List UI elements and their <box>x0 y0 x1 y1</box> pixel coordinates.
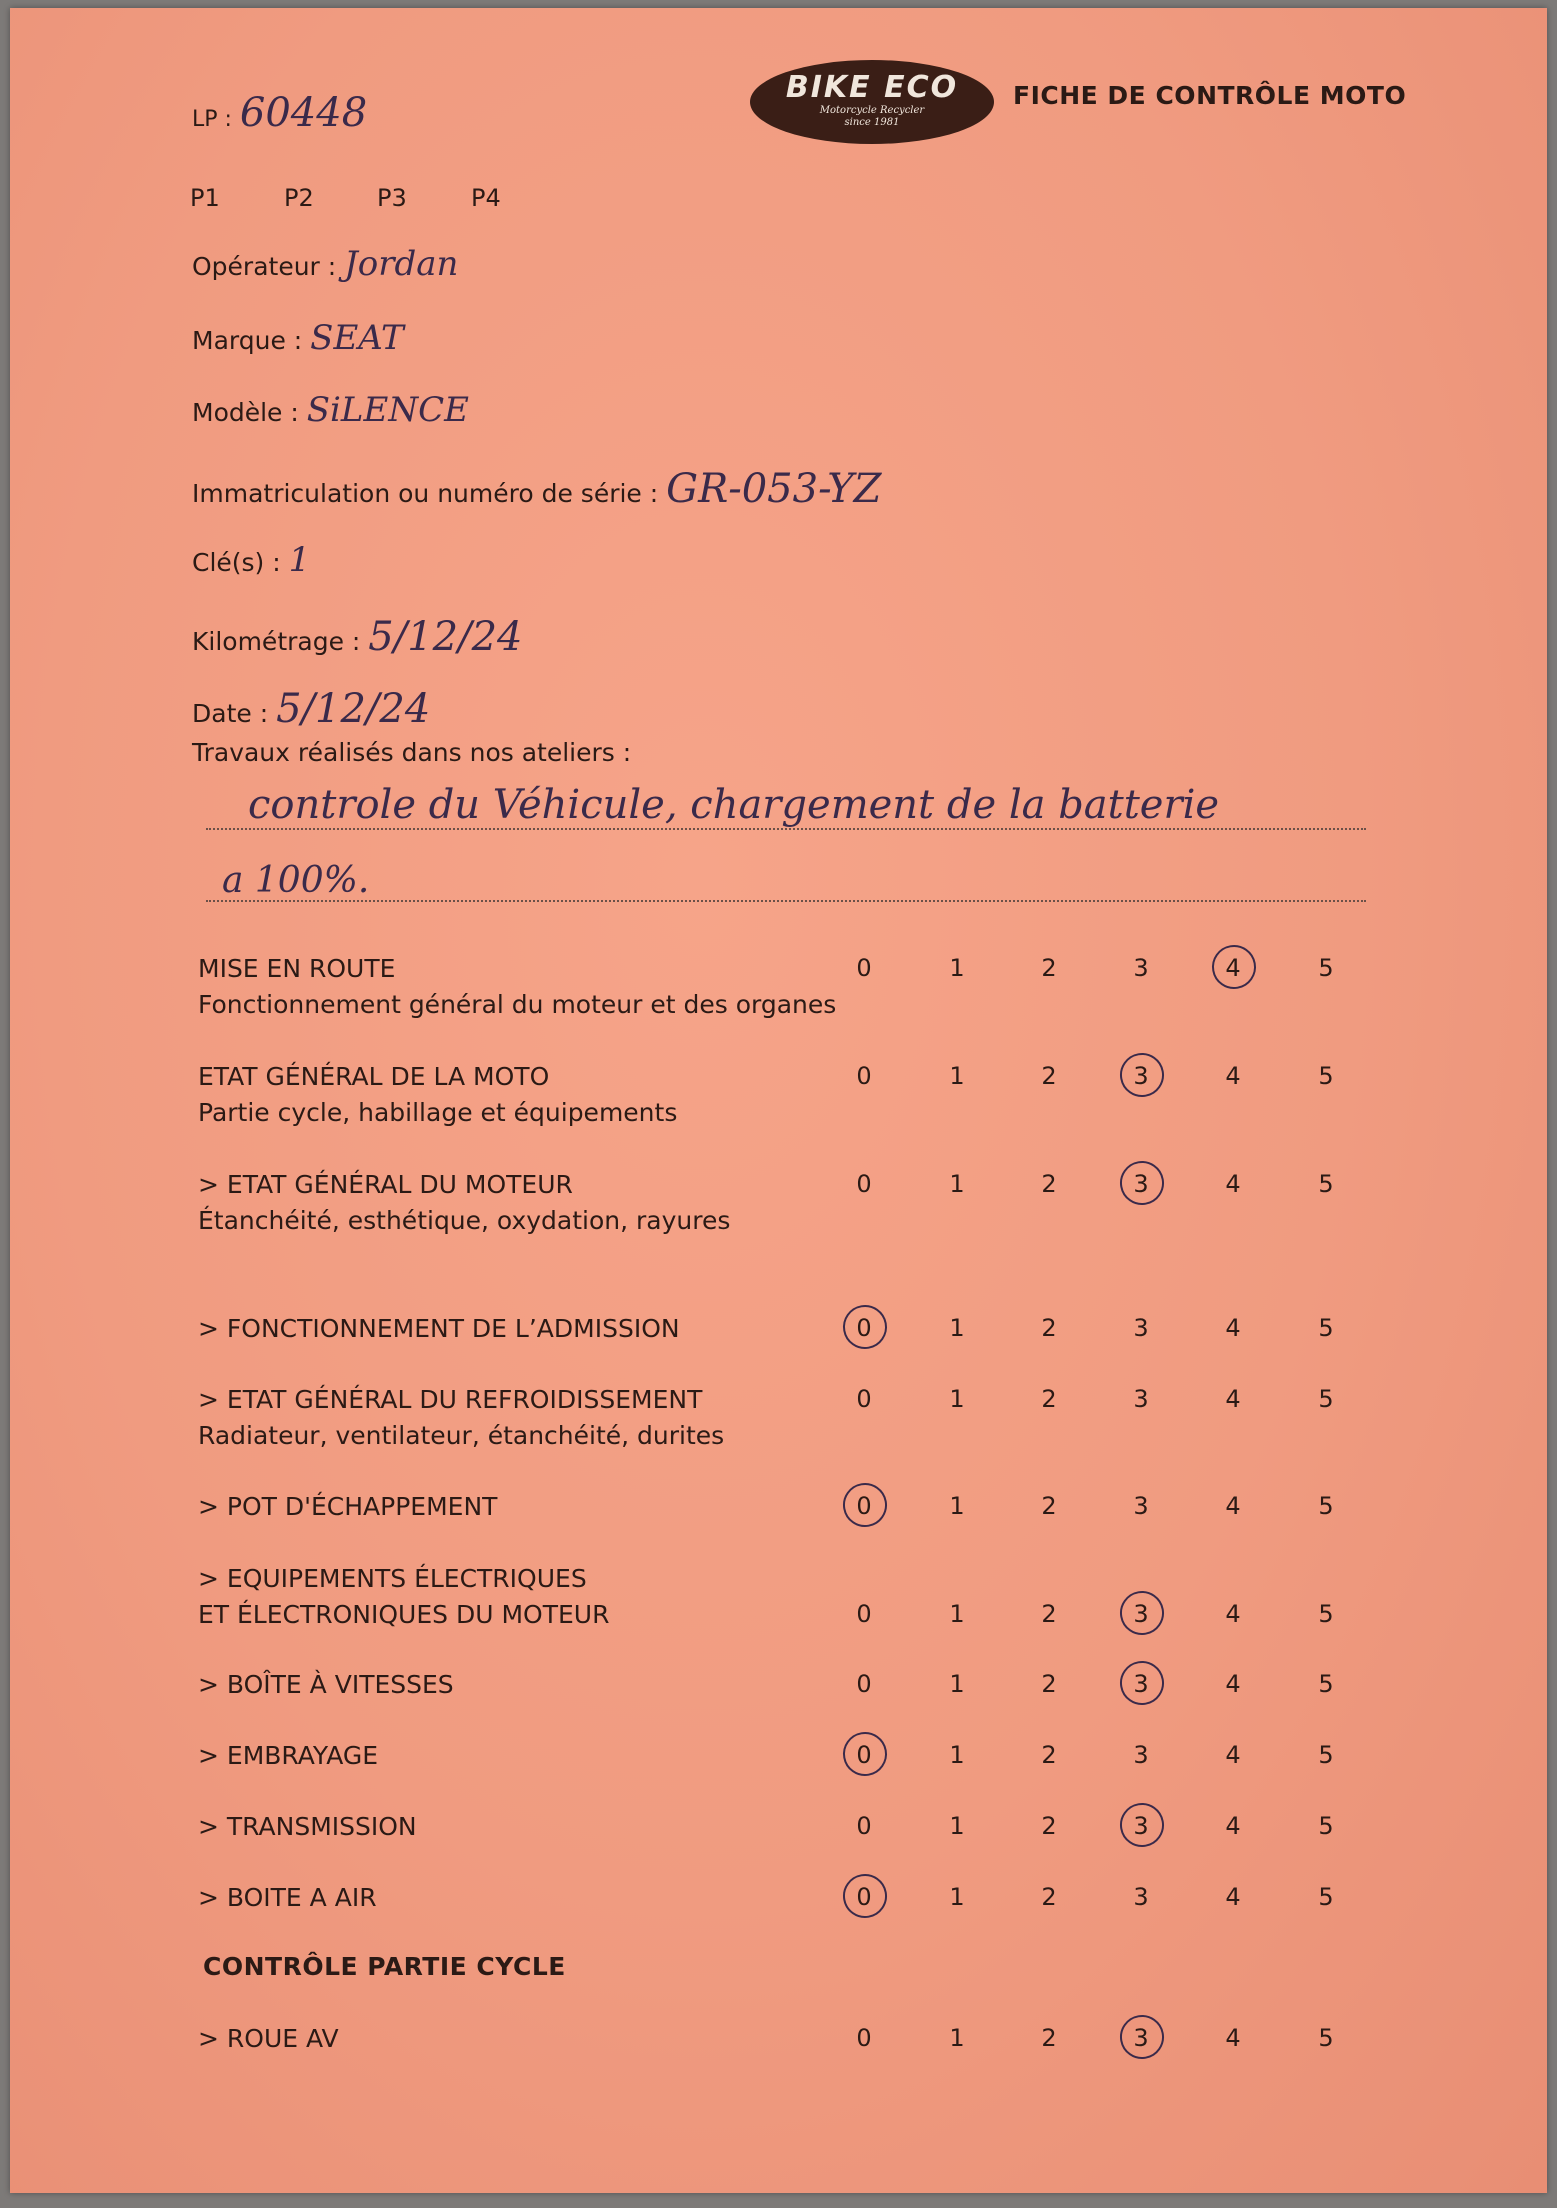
score-option[interactable]: 1 <box>949 1600 965 1628</box>
date-label: Date : <box>192 699 269 728</box>
score-option[interactable]: 1 <box>949 1385 965 1413</box>
lp-label: LP : <box>192 107 232 132</box>
score-option-selected[interactable]: 3 <box>1116 1062 1166 1090</box>
cles-field <box>192 540 310 580</box>
logo-tagline-2: since 1981 <box>844 117 900 128</box>
score-option[interactable]: 5 <box>1318 1741 1334 1769</box>
score-option[interactable]: 5 <box>1318 1170 1334 1198</box>
rating-subtitle: Étanchéité, esthétique, oxydation, rayures <box>198 1206 731 1235</box>
date-value[interactable]: 5/12/24 <box>276 686 431 732</box>
score-option[interactable]: 3 <box>1133 1492 1149 1520</box>
priority-p4[interactable]: P4 <box>471 184 501 212</box>
rating-title: > EQUIPEMENTS ÉLECTRIQUES <box>198 1564 587 1593</box>
score-option[interactable]: 1 <box>949 1314 965 1342</box>
priority-p3[interactable]: P3 <box>377 184 407 212</box>
cles-value[interactable]: 1 <box>288 540 311 580</box>
rating-title: > ETAT GÉNÉRAL DU MOTEUR <box>198 1170 573 1199</box>
logo-text: BIKE ECO <box>785 70 959 105</box>
score-option[interactable]: 1 <box>949 1741 965 1769</box>
score-option[interactable]: 2 <box>1041 1170 1057 1198</box>
score-option[interactable]: 5 <box>1318 1812 1334 1840</box>
score-option[interactable]: 0 <box>856 1600 872 1628</box>
rating-subtitle: Radiateur, ventilateur, étanchéité, durites <box>198 1421 725 1450</box>
score-option[interactable]: 1 <box>949 1170 965 1198</box>
score-option-selected[interactable]: 3 <box>1116 1812 1166 1840</box>
score-option[interactable]: 3 <box>1133 1741 1149 1769</box>
score-option[interactable]: 0 <box>856 2024 872 2052</box>
works-label: Travaux réalisés dans nos ateliers : <box>192 738 632 767</box>
rating-title: > ETAT GÉNÉRAL DU REFROIDISSEMENT <box>198 1385 703 1414</box>
score-option[interactable]: 1 <box>949 954 965 982</box>
score-option-selected[interactable]: 3 <box>1116 1670 1166 1698</box>
score-option[interactable]: 1 <box>949 1883 965 1911</box>
date-field <box>192 686 430 732</box>
priority-p2[interactable]: P2 <box>284 184 314 212</box>
score-option[interactable]: 2 <box>1041 1670 1057 1698</box>
score-option[interactable]: 4 <box>1225 1492 1241 1520</box>
score-option-selected[interactable]: 3 <box>1116 1170 1166 1198</box>
score-option-selected[interactable]: 0 <box>839 1314 889 1342</box>
score-option[interactable]: 2 <box>1041 1385 1057 1413</box>
score-option[interactable]: 1 <box>949 1492 965 1520</box>
control-sheet <box>10 8 1547 2193</box>
score-option[interactable]: 0 <box>856 1385 872 1413</box>
section-partie-cycle-title: CONTRÔLE PARTIE CYCLE <box>203 1952 566 1981</box>
score-option-selected[interactable]: 0 <box>839 1741 889 1769</box>
marque-label: Marque : <box>192 326 303 355</box>
modele-label: Modèle : <box>192 398 299 427</box>
score-option[interactable]: 2 <box>1041 1883 1057 1911</box>
score-option[interactable]: 4 <box>1225 1670 1241 1698</box>
rating-title: > POT D'ÉCHAPPEMENT <box>198 1492 498 1521</box>
priority-p1[interactable]: P1 <box>190 184 220 212</box>
score-option[interactable]: 5 <box>1318 2024 1334 2052</box>
rating-title: > BOÎTE À VITESSES <box>198 1670 454 1699</box>
cles-label: Clé(s) : <box>192 548 281 577</box>
score-option[interactable]: 2 <box>1041 2024 1057 2052</box>
rating-subtitle: Partie cycle, habillage et équipements <box>198 1098 678 1127</box>
document-title: FICHE DE CONTRÔLE MOTO <box>1013 81 1407 110</box>
kilometrage-value[interactable]: 5/12/24 <box>368 614 523 660</box>
rating-subtitle: Fonctionnement général du moteur et des organes <box>198 990 837 1019</box>
score-option[interactable]: 0 <box>856 1812 872 1840</box>
score-option[interactable]: 4 <box>1225 1812 1241 1840</box>
score-option[interactable]: 4 <box>1225 2024 1241 2052</box>
rating-title: > EMBRAYAGE <box>198 1741 379 1770</box>
score-option[interactable]: 5 <box>1318 1385 1334 1413</box>
rating-title: MISE EN ROUTE <box>198 954 396 983</box>
score-option[interactable]: 3 <box>1133 1314 1149 1342</box>
score-option[interactable]: 3 <box>1133 1883 1149 1911</box>
score-option[interactable]: 3 <box>1133 1385 1149 1413</box>
score-option[interactable]: 5 <box>1318 1492 1334 1520</box>
score-option-selected[interactable]: 0 <box>839 1883 889 1911</box>
lp-value[interactable]: 60448 <box>239 90 368 136</box>
works-text-1[interactable]: controle du Véhicule, chargement de la batterie <box>248 782 1220 828</box>
score-option[interactable]: 4 <box>1225 1741 1241 1769</box>
works-text-2[interactable]: a 100%. <box>222 860 370 901</box>
score-option[interactable]: 0 <box>856 1670 872 1698</box>
rating-subtitle: ET ÉLECTRONIQUES DU MOTEUR <box>198 1600 610 1629</box>
score-option[interactable]: 4 <box>1225 1170 1241 1198</box>
marque-field <box>192 318 404 358</box>
rating-title: ETAT GÉNÉRAL DE LA MOTO <box>198 1062 550 1091</box>
score-option[interactable]: 1 <box>949 1670 965 1698</box>
score-option[interactable]: 4 <box>1225 1385 1241 1413</box>
score-option-selected[interactable]: 4 <box>1208 954 1258 982</box>
rating-title: > TRANSMISSION <box>198 1812 417 1841</box>
rating-title: > BOITE A AIR <box>198 1883 377 1912</box>
logo-tagline-1: Motorcycle Recycler <box>819 105 925 116</box>
score-option[interactable]: 0 <box>856 1062 872 1090</box>
score-option[interactable]: 3 <box>1133 954 1149 982</box>
lp-field <box>192 90 367 136</box>
modele-value[interactable]: SiLENCE <box>306 390 469 430</box>
kilometrage-label: Kilométrage : <box>192 627 361 656</box>
score-option[interactable]: 5 <box>1318 1062 1334 1090</box>
score-option[interactable]: 4 <box>1225 1314 1241 1342</box>
score-option[interactable]: 4 <box>1225 1600 1241 1628</box>
immat-field <box>192 466 881 512</box>
kilometrage-field <box>192 614 523 660</box>
score-option-selected[interactable]: 3 <box>1116 2024 1166 2052</box>
score-option[interactable]: 4 <box>1225 1062 1241 1090</box>
immat-value[interactable]: GR-053-YZ <box>666 466 882 512</box>
score-option[interactable]: 2 <box>1041 1062 1057 1090</box>
marque-value[interactable]: SEAT <box>310 318 404 358</box>
score-option[interactable]: 0 <box>856 1170 872 1198</box>
score-option[interactable]: 5 <box>1318 1670 1334 1698</box>
score-option[interactable]: 1 <box>949 1812 965 1840</box>
modele-field <box>192 390 469 430</box>
score-option-selected[interactable]: 0 <box>839 1492 889 1520</box>
score-option[interactable]: 5 <box>1318 1314 1334 1342</box>
score-option[interactable]: 5 <box>1318 1600 1334 1628</box>
score-option[interactable]: 2 <box>1041 1741 1057 1769</box>
operateur-value[interactable]: Jordan <box>344 244 459 284</box>
bike-eco-logo <box>750 60 994 144</box>
score-option[interactable]: 4 <box>1225 1883 1241 1911</box>
operateur-label: Opérateur : <box>192 252 337 281</box>
score-option[interactable]: 2 <box>1041 954 1057 982</box>
score-option[interactable]: 2 <box>1041 1812 1057 1840</box>
rating-title: > FONCTIONNEMENT DE L’ADMISSION <box>198 1314 680 1343</box>
immat-label: Immatriculation ou numéro de série : <box>192 479 659 508</box>
score-option[interactable]: 1 <box>949 1062 965 1090</box>
score-option[interactable]: 5 <box>1318 1883 1334 1911</box>
operateur-field <box>192 244 458 284</box>
score-option[interactable]: 2 <box>1041 1492 1057 1520</box>
works-line-2 <box>206 900 1366 902</box>
score-option[interactable]: 2 <box>1041 1314 1057 1342</box>
works-line-1 <box>206 828 1366 830</box>
score-option[interactable]: 5 <box>1318 954 1334 982</box>
score-option[interactable]: 0 <box>856 954 872 982</box>
score-option[interactable]: 2 <box>1041 1600 1057 1628</box>
score-option-selected[interactable]: 3 <box>1116 1600 1166 1628</box>
rating-title: > ROUE AV <box>198 2024 339 2053</box>
score-option[interactable]: 1 <box>949 2024 965 2052</box>
